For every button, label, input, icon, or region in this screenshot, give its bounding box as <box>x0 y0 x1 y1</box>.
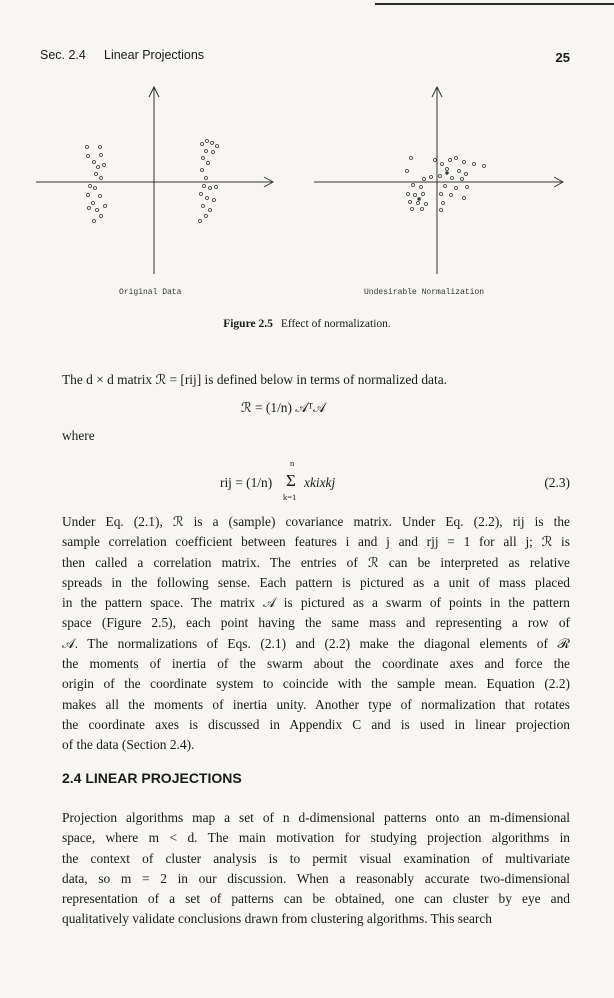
section-heading: 2.4 LINEAR PROJECTIONS <box>62 770 242 786</box>
sum-symbol: Σ <box>286 471 296 490</box>
text-line: spreads in the following sense. Each pattern is pictured as a unit of mass placed <box>62 574 570 590</box>
text-line: in the pattern space. The matrix 𝒜 is pictured as a swarm of points in the pattern <box>62 595 570 611</box>
eq-lhs: rij = (1/n) <box>220 475 273 490</box>
caption-text: Effect of normalization. <box>280 318 391 330</box>
running-header <box>40 44 570 66</box>
intro-paragraph <box>62 370 570 390</box>
text-line: then called a correlation matrix. The entries of ℛ can be interpreted as relative <box>62 554 570 570</box>
text-line: space, where m < d. The main motivation for studying projection algorithms in <box>62 830 570 846</box>
section-title: Linear Projections <box>104 48 205 62</box>
page-number: 25 <box>555 50 570 65</box>
matrix-equation: ℛ = (1/n) 𝒜ᵀ𝒜 <box>241 400 326 415</box>
text-line: Under Eq. (2.1), ℛ is a (sample) covariance matrix. Under Eq. (2.2), rij is the <box>62 514 570 529</box>
sum-upper-limit: n <box>290 458 295 468</box>
sum-lower-limit: k=1 <box>283 492 297 502</box>
text-line: representation of a set of patterns can be obtained, one can cluster by eye and <box>62 891 570 907</box>
text-line: data, so m = 2 in our discussion. When a reasonably accurate two-dimensional <box>62 870 570 886</box>
caption-label: Figure 2.5 <box>223 318 273 330</box>
text-line: of the data (Section 2.4). <box>62 737 195 753</box>
text-line: qualitatively validate conclusions drawn from clustering algorithms. This search <box>62 911 493 927</box>
text-line: Projection algorithms map a set of n d-dimensional patterns onto an m-dimensional <box>62 810 570 825</box>
text-line: 𝒜. The normalizations of Eqs. (2.1) and (2.2) make the diagonal elements of ℛ <box>62 635 570 651</box>
section-number: Sec. 2.4 <box>40 48 86 62</box>
figure-caption <box>0 318 614 330</box>
main-paragraph <box>62 512 570 756</box>
text-line: the moments of inertia of the swarm about the coordinate axes and force the <box>62 656 570 672</box>
text-line: The d × d matrix ℛ = [rij] is defined below in terms of normalized data. <box>62 372 447 387</box>
right-panel-label: Undesirable Normalization <box>364 288 485 297</box>
text-line: makes all the moments of inertia unity. Another type of normalization that rotates <box>62 696 570 712</box>
text-line: the coordinate axes is discussed in Appendix C and is used in linear projection <box>62 716 570 732</box>
text-line: the context of cluster analysis is to permit visual examination of multivariate <box>62 850 570 866</box>
text-line: sample correlation coefficient between features i and j and rjj = 1 for all j; ℛ is <box>62 534 570 550</box>
eq-term: xkixkj <box>304 475 336 490</box>
right-scatter-plot <box>314 82 568 287</box>
text-line: space (Figure 2.5), each point having the same mass and representing a row of <box>62 615 570 631</box>
section-paragraph <box>62 808 570 930</box>
left-scatter-plot <box>36 82 286 287</box>
top-rule <box>375 3 614 5</box>
text-line: origin of the coordinate system to coincide with the sample mean. Equation (2.2) <box>62 676 570 692</box>
where-label: where <box>62 428 95 443</box>
equation-number: (2.3) <box>544 475 570 490</box>
figure-left-panel <box>36 82 286 287</box>
left-panel-label: Original Data <box>119 288 182 297</box>
figure-right-panel <box>314 82 568 287</box>
